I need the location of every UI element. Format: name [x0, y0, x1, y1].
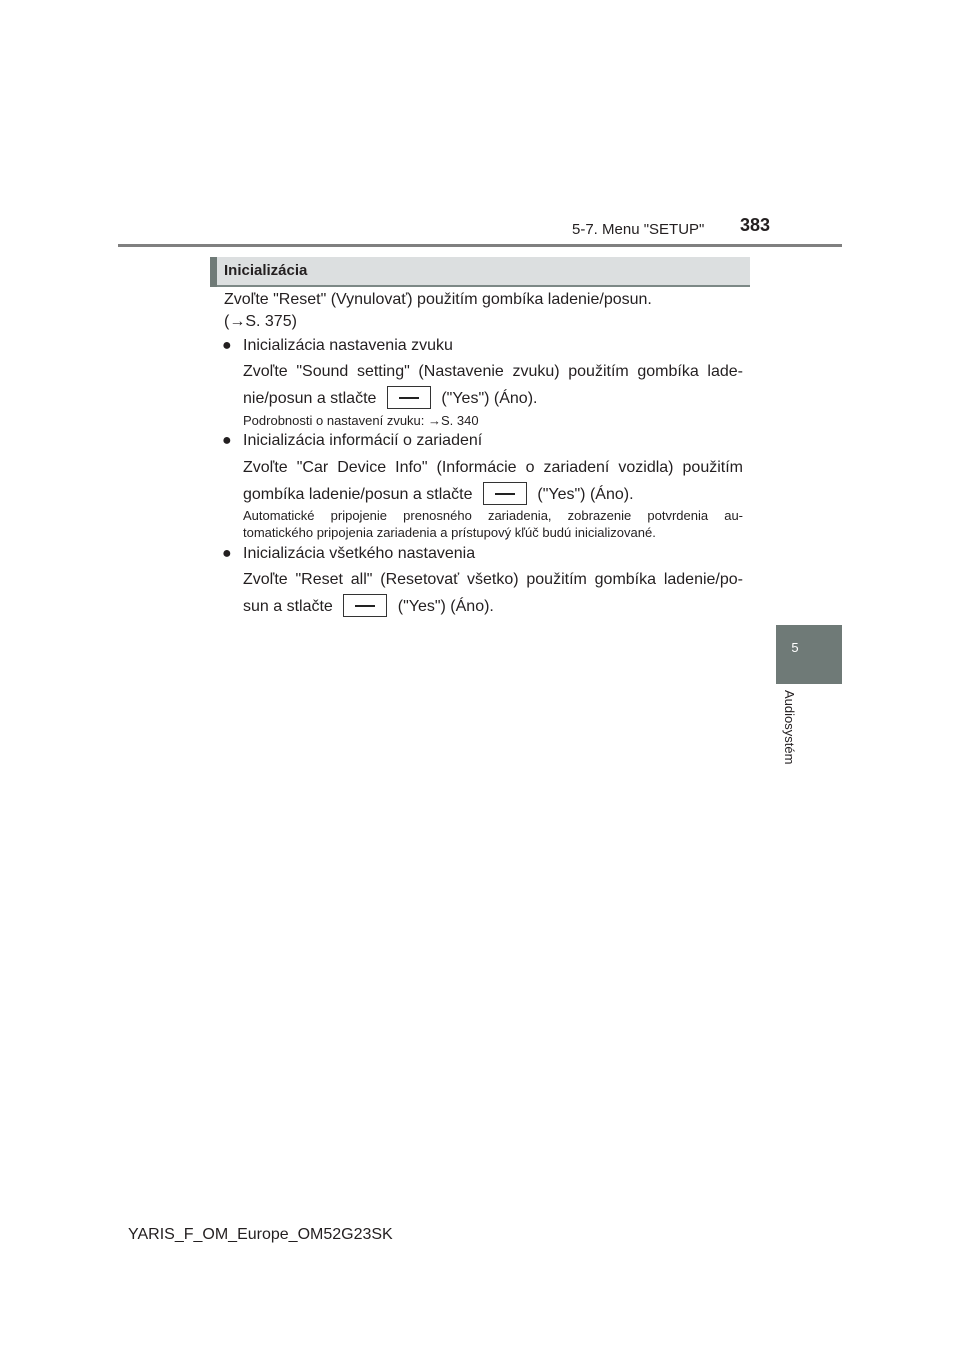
- button-key-icon: [343, 594, 387, 617]
- item-body-text: ("Yes") (Áno).: [537, 486, 634, 503]
- item-body-text: ("Yes") (Áno).: [397, 598, 494, 615]
- intro-line-2: (→S. 375): [224, 313, 297, 330]
- item-body-text: sun a stlačte: [243, 598, 333, 615]
- button-key-icon: [387, 386, 431, 409]
- bullet: ●: [222, 545, 232, 562]
- item-body-line-with-key: [243, 594, 494, 617]
- page-number: 383: [740, 215, 771, 235]
- chapter-number: 5: [791, 640, 799, 655]
- header-section-title: 5-7. Menu "SETUP": [572, 221, 705, 238]
- item-body-line: Zvoľte "Reset all" (Resetovať všetko) použitím gombíka ladenie/po-: [243, 571, 743, 588]
- bullet: ●: [222, 432, 232, 449]
- item-heading: Inicializácia všetkého nastavenia: [243, 545, 476, 562]
- chapter-title: [782, 690, 806, 790]
- button-key-icon: [483, 482, 527, 505]
- item-body-text: gombíka ladenie/posun a stlačte: [243, 486, 473, 503]
- item-body-line-with-key: [243, 386, 537, 409]
- footer-doc-code: YARIS_F_OM_Europe_OM52G23SK: [128, 1226, 393, 1243]
- item-note: Podrobnosti o nastavení zvuku: →S. 340: [243, 413, 479, 428]
- item-body-line: Zvoľte "Sound setting" (Nastavenie zvuku) použitím gombíka lade-: [243, 363, 743, 380]
- item-heading: Inicializácia informácií o zariadení: [243, 432, 483, 449]
- section-heading-accent: [210, 257, 217, 287]
- item-body-line-with-key: [243, 482, 634, 505]
- header-rule: [118, 244, 842, 247]
- bullet: ●: [222, 337, 232, 354]
- item-note: Automatické pripojenie prenosného zariadenia, zobrazenie potvrdenia au-: [243, 508, 743, 523]
- chapter-title-text: Audiosystém: [782, 690, 797, 765]
- item-body-text: ("Yes") (Áno).: [441, 390, 538, 407]
- item-note: tomatického pripojenia zariadenia a prístupový kľúč budú inicializované.: [243, 525, 656, 540]
- section-title: Inicializácia: [224, 262, 308, 279]
- item-body-line: Zvoľte "Car Device Info" (Informácie o zariadení vozidla) použitím: [243, 459, 743, 476]
- item-body-text: nie/posun a stlačte: [243, 390, 377, 407]
- item-heading: Inicializácia nastavenia zvuku: [243, 337, 453, 354]
- intro-line-1: Zvoľte "Reset" (Vynulovať) použitím gombíka ladenie/posun.: [224, 291, 652, 308]
